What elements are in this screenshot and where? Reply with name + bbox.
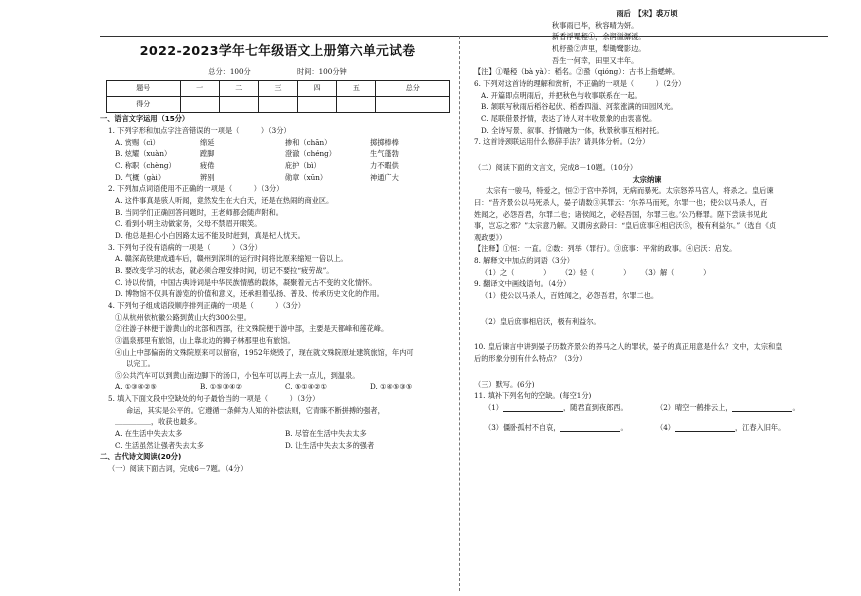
section1-title: 一、语言文字运用（15分）	[100, 114, 190, 124]
q11-stem: 11. 填补下列名句的空缺。(每空1分)	[474, 391, 592, 401]
poem-title: 雨后 【宋】裘万顷	[616, 9, 678, 18]
q1-option-c	[100, 160, 455, 172]
q2-option-b: B. 当同学们正确回答问题时，王老师都会随声附和。	[115, 207, 283, 217]
q8-item-1[interactable]: （1）之（ ）	[481, 267, 551, 277]
score-header-cell: 一	[180, 81, 219, 97]
score-header-cell: 总分	[376, 81, 450, 97]
q1-stem: 1. 下列字形和加点字注音错误的一项是（ ）（3分）	[108, 126, 291, 136]
passage-note: 【注释】①恒：一直。②数：列举（罪行）。③庶事：平常的政事。④启沃：启发。	[474, 244, 737, 254]
q5-option-a: A. 在生活中失去太多	[115, 429, 183, 439]
part2-intro: （二）阅读下面的文言文，完成8－10题。（10分）	[474, 162, 638, 172]
left-column	[100, 0, 455, 475]
q4-sentence-1: ①从杭州依杭徽公路到黄山大约300公里。	[115, 312, 251, 322]
part3-title: （三）默写。(6分)	[474, 379, 535, 389]
passage-line-5: 观政要》）	[474, 232, 507, 242]
poem-line-2: 新香浮罨稏①，余润溢潺湲。	[552, 32, 646, 42]
score-header-cell: 四	[298, 81, 337, 97]
q11-blank-2[interactable]	[732, 404, 792, 412]
score-table-row	[107, 97, 450, 113]
q11-blank-4[interactable]	[675, 424, 735, 432]
q5-options-cd	[100, 440, 455, 452]
q5-stem: 5. 填入下面文段中空缺处的句子最恰当的一项是（ ）（3分）	[108, 394, 320, 404]
q3-stem: 3. 下列句子没有语病的一项是（ ）（3分）	[108, 242, 262, 252]
total-score-label: 总分：100分	[208, 66, 251, 76]
q4-option-c: C. ⑤①④②①	[285, 382, 328, 392]
passage-line-1: 太宗有一骏马，特爱之，恒②于宫中养饲，无病而暴死。太宗怒养马宫人，将杀之。皇后谏	[486, 186, 774, 196]
score-cell[interactable]	[258, 97, 297, 113]
passage-line-2: 曰：“昔齐景公以马死杀人，晏子请数③其罪云：‘尔养马而死，尔罪一也；使公以马杀人，百	[474, 197, 768, 207]
q3-option-d: D. 博物馆不仅具有游览的价值和意义，还承担着弘扬、普及、传承历史文化的作用。	[115, 289, 384, 299]
q10-line-2: 后的形象分别有什么特点？（3分）	[474, 354, 587, 364]
q1-option-b	[100, 148, 455, 160]
score-cell[interactable]	[337, 97, 376, 113]
q1-a-3: 掺和（chān）	[285, 137, 332, 147]
q1-a-2: 绵延	[200, 137, 215, 147]
q5-option-b: B. 尽管在生活中失去太多	[285, 429, 367, 439]
q1-b-1: B. 炫耀（xuàn）	[115, 149, 172, 159]
q2-stem: 2. 下列加点词语使用不正确的一项是（ ）（3分）	[108, 184, 284, 194]
passage-title: 太宗纳谏	[632, 174, 662, 184]
q1-b-4: 生气蓬勃	[370, 149, 399, 159]
q6-option-d: D. 全诗写景、叙事、抒情融为一体，秋景秋事互相衬托。	[481, 125, 664, 135]
q9-stem: 9. 翻译文中画线语句。（4分）	[474, 279, 571, 289]
q1-d-2: 辨别	[200, 172, 215, 182]
time-label: 时间：100分钟	[297, 66, 347, 76]
q1-b-2: 蹚脚	[200, 149, 215, 159]
q4-option-d: D. ①④⑤③⑤	[370, 382, 413, 392]
q10-line-1: 10. 皇后谏言中讲到晏子历数齐景公的养马之人的罪状，晏子的真正用意是什么？文中，太宗和皇	[474, 342, 783, 352]
q5-option-d: D. 让生活中失去太多的强者	[285, 440, 375, 450]
section2-title: 二、古代诗文阅读(20分)	[100, 452, 182, 462]
right-column	[466, 0, 828, 433]
q2-option-c: C. 看到小明主动做家务，父母不禁眉开眼笑。	[115, 219, 262, 229]
score-row-label: 得分	[107, 97, 181, 113]
q11-item-4: （4） ，江春入旧年。	[656, 422, 786, 432]
q3-option-b: B. 要改变学习的状态，就必须合理安排时间，切记不要拉“疲劳战”。	[115, 265, 334, 275]
q4-options	[100, 381, 455, 393]
score-header-cell: 五	[337, 81, 376, 97]
passage-line-4: 事，岂忘之邪？”太宗意乃解。又谓房玄龄曰：“皇后庶事④相启沃⑤，极有利益尔。”（选自《贞	[474, 221, 777, 231]
q4-sentence-3: ③温泉那里有旅馆，山上靠北边的狮子林那里也有旅馆。	[115, 335, 295, 345]
q1-d-1: D. 气概（gài）	[115, 172, 166, 182]
q3-option-c: C. 诗以传情，中国古典诗词是中华民族情感的载体，凝聚着元古不变的文化情怀。	[115, 277, 377, 287]
score-cell[interactable]	[180, 97, 219, 113]
q5-options-ab	[100, 428, 455, 440]
score-header-cell: 三	[258, 81, 297, 97]
q1-c-2: 疲倦	[200, 161, 215, 170]
poem-line-4: 吾生一何幸，田里又丰年。	[552, 55, 639, 65]
poem-line-3: 机杼蛩②声里，犁锄鹭影边。	[552, 43, 646, 53]
q8-item-3[interactable]: （3）解（ ）	[641, 267, 711, 277]
q6-option-b: B. 颔联写秋雨后稻谷起伏、稻香四溢、河浆涨满的田园风光。	[481, 102, 678, 112]
q9-sentence-2: （2）皇后庶事相启沃，极有利益尔。	[481, 316, 601, 326]
q4-sentence-4: ④山上中部偏南的文殊院原来可以留宿，1952年烧毁了，现在就文殊院原址建筑旅馆，年内可	[115, 347, 414, 357]
q5-option-c: C. 生活虽然让强者失去太多	[115, 440, 204, 450]
q11-item-1: （1） ，随君直到夜郎西。	[484, 403, 628, 413]
q1-a-4: 掷掷棒棒	[370, 137, 399, 147]
q11-item-2: （2）晴空一鹤排云上， 。	[656, 403, 800, 413]
q11-item-3: （3）僵卧孤村不自哀， 。	[484, 422, 628, 432]
q4-option-b: B. ①⑤③④②	[200, 382, 243, 392]
q1-d-3: 勋章（xūn）	[285, 172, 328, 182]
q11-row-2	[466, 422, 828, 434]
q1-c-3: 庇护（bì）	[285, 161, 321, 170]
score-cell[interactable]	[219, 97, 258, 113]
column-divider	[459, 36, 460, 591]
q4-option-a: A. ①③④②⑤	[115, 382, 157, 392]
q1-d-4: 神通广大	[370, 172, 399, 182]
score-cell[interactable]	[376, 97, 450, 113]
q1-b-3: 澄澈（chéng）	[285, 149, 336, 159]
exam-meta	[100, 66, 455, 78]
exam-title: 2022-2023学年七年级语文上册第六单元试卷	[139, 44, 416, 59]
q9-sentence-1: （1）使公以马杀人，百姓闻之，必怨吾君，尔罪二也。	[481, 291, 659, 301]
score-header-cell: 题号	[107, 81, 181, 97]
q4-sentence-2: ②往游子林便于游黄山的北部和西部，往文殊院便于游中部，主要是天都峰和莲花峰。	[115, 324, 389, 334]
q6-option-a: A. 开篇即点明雨后，并把秋色与收事联系在一起。	[481, 90, 642, 100]
score-header-cell: 二	[219, 81, 258, 97]
q1-c-1: C. 称职（chèng）	[115, 161, 176, 170]
q11-row-1	[466, 402, 828, 414]
q5-text-1: 命运，其实是公平的。它遵循一条鲜为人知的补偿法则，它青睐不断拼搏的强者，	[126, 405, 385, 415]
q6-option-c: C. 尾联借景抒情，表达了诗人对丰收景象的由衷喜悦。	[481, 113, 657, 123]
poem-note: 【注】①罨稏（bà yà）：稻名。②蛩（qióng）：古书上指蟋蟀。	[474, 67, 680, 77]
q7-stem: 7. 这首诗颈联运用什么修辞手法？请具体分析。（2分）	[474, 137, 650, 147]
score-cell[interactable]	[298, 97, 337, 113]
q11-blank-3[interactable]	[560, 424, 620, 432]
q1-option-a	[100, 137, 455, 149]
q4-sentence-5: ⑤公共汽车可以到黄山南边脚下的汤口，小包车可以再上去一点儿，到温泉。	[115, 370, 360, 380]
q11-blank-1[interactable]	[503, 404, 563, 412]
q8-stem: 8. 解释文中加点的词语（3分）	[474, 256, 574, 266]
q8-item-2[interactable]: （2）轻（ ）	[561, 267, 631, 277]
q4-sentence-4-cont: 以完工。	[126, 359, 155, 369]
passage-line-3: 姓闻之，必怨吾君，尔罪二也；诸侯闻之，必轻吾国，尔罪三也。’公乃释罪。陛下尝读书见此	[474, 209, 768, 219]
score-table-header	[107, 81, 450, 97]
q4-stem: 4. 下列句子组成语段顺序排列正确的一项是（ ）（3分）	[108, 300, 305, 310]
q2-option-a: A. 这件事真是骇人听闻，竟然发生在大白天，还是在热闹的商业区。	[115, 195, 334, 205]
q1-a-1: A. 赏赐（cì）	[115, 137, 160, 147]
q1-c-4: 力不暇供	[370, 161, 399, 170]
q3-option-a: A. 赣深高铁建成通车后，赣州到深圳的运行时间将比原来缩短一倍以上。	[115, 254, 348, 264]
q2-option-d: D. 他总是担心小白因路太远不能及时赶到，真是杞人忧天。	[115, 230, 305, 240]
poem-line-1: 秋事雨已毕，秋容晴为妍。	[552, 20, 639, 30]
score-table	[106, 80, 450, 113]
q6-stem: 6. 下列对这首诗的理解和赏析，不正确的一项是（ ）（2分）	[474, 78, 686, 88]
q1-option-d	[100, 172, 455, 184]
part1-intro: （一）阅读下面古词，完成6－7题。（4分）	[108, 464, 248, 474]
q8-items	[466, 267, 721, 279]
q5-text-2: ＿＿＿＿＿，收获也最多。	[115, 417, 202, 427]
